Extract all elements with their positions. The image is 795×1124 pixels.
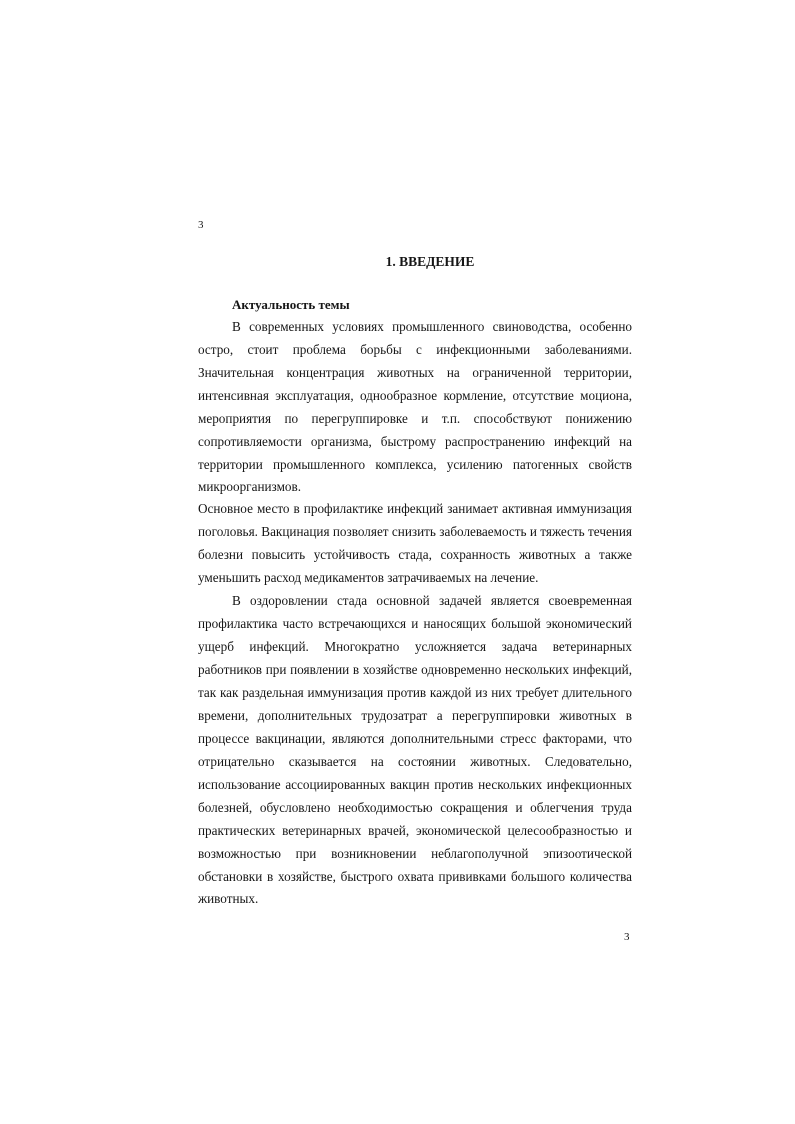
text-line: уменьшить расход медикаментов затрачиваемых на лечение. <box>198 570 539 585</box>
text-line: процессе вакцинации, являются дополнительными стресс факторами, что <box>198 731 632 746</box>
text-line: времени, дополнительных трудозатрат а перегруппировки животных в <box>198 708 632 723</box>
text-line: животных. <box>198 891 259 906</box>
text-line: болезней, обусловлено необходимостью сокращения и облегчения труда <box>198 800 632 815</box>
text-line: сопротивляемости организма, быстрому распространению инфекций на <box>198 434 632 449</box>
text-line: остро, стоит проблема борьбы с инфекционными заболеваниями. <box>198 342 632 357</box>
text-line: Основное место в профилактике инфекций занимает активная иммунизация <box>198 501 632 516</box>
text-line: отрицательно сказывается на состоянии животных. Следовательно, <box>198 754 632 769</box>
text-line: ущерб инфекций. Многократно усложняется задача ветеринарных <box>198 639 632 654</box>
text-line: профилактика часто встречающихся и наносящих большой экономический <box>198 616 632 631</box>
text-line: обстановки в хозяйстве, быстрого охвата прививками большого количества <box>198 869 632 884</box>
page-number-top: 3 <box>198 219 204 231</box>
text-line: В оздоровлении стада основной задачей является своевременная <box>232 593 632 608</box>
text-line: Значительная концентрация животных на ограниченной территории, <box>198 365 632 380</box>
text-line: интенсивная эксплуатация, однообразное кормление, отсутствие моциона, <box>198 388 632 403</box>
section-heading: 1. ВВЕДЕНИЕ <box>385 254 475 269</box>
page-number-bottom: 3 <box>624 931 630 943</box>
text-line: практических ветеринарных врачей, экономической целесообразностью и <box>198 823 632 838</box>
text-line: так как раздельная иммунизация против каждой из них требует длительного <box>198 685 632 700</box>
text-line: территории промышленного комплекса, усилению патогенных свойств <box>198 457 632 472</box>
text-line: болезни повысить устойчивость стада, сохранность животных а также <box>198 547 632 562</box>
text-line: возможностью при возникновении неблагополучной эпизоотической <box>198 846 632 861</box>
text-line: работников при появлении в хозяйстве одновременно нескольких инфекций, <box>198 662 632 677</box>
subsection-heading: Актуальность темы <box>232 297 350 312</box>
text-line: использование ассоциированных вакцин против нескольких инфекционных <box>198 777 632 792</box>
text-line: микроорганизмов. <box>198 479 302 494</box>
text-line: В современных условиях промышленного свиноводства, особенно <box>232 319 632 334</box>
text-line: поголовья. Вакцинация позволяет снизить заболеваемость и тяжесть течения <box>198 524 632 539</box>
text-line: мероприятия по перегруппировке и т.п. способствуют понижению <box>198 411 632 426</box>
